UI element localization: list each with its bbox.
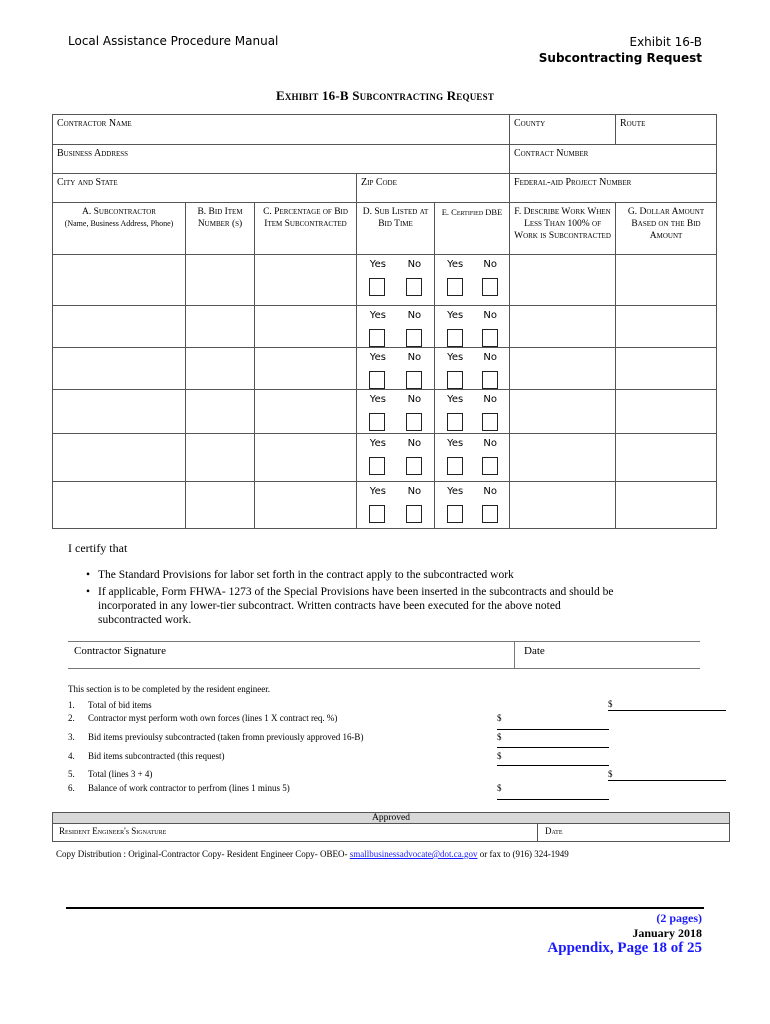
business-address-label: Business Address: [57, 148, 129, 159]
yes-label: Yes: [447, 486, 464, 497]
yes-label: Yes: [447, 259, 464, 270]
federal-aid-field[interactable]: [510, 174, 717, 203]
yes-no-labels: [359, 348, 432, 363]
table-row: [53, 482, 717, 529]
no-checkbox[interactable]: [482, 371, 498, 389]
col-c-cell[interactable]: [255, 434, 357, 482]
federal-aid-label: Federal-aid Project Number: [514, 177, 632, 188]
no-checkbox[interactable]: [482, 329, 498, 347]
col-a-cell[interactable]: [53, 390, 186, 434]
engineer-line-number: 5.: [68, 769, 75, 779]
table-row: [53, 255, 717, 306]
yes-checkbox[interactable]: [447, 278, 463, 296]
yes-label: Yes: [369, 438, 386, 449]
col-e-cell: [435, 306, 510, 348]
engineer-intro: This section is to be completed by the resident engineer.: [68, 684, 270, 694]
no-checkbox[interactable]: [406, 278, 422, 296]
no-label: No: [483, 310, 497, 321]
amount-field[interactable]: [497, 729, 609, 730]
exhibit-name: Subcontracting Request: [538, 51, 702, 65]
col-e-cell: [435, 390, 510, 434]
no-label: No: [483, 486, 497, 497]
no-checkbox[interactable]: [482, 505, 498, 523]
col-c-cell[interactable]: [255, 482, 357, 529]
yes-label: Yes: [447, 394, 464, 405]
contractor-name-field[interactable]: [53, 115, 510, 145]
checkbox-group: [359, 329, 432, 347]
col-b-cell[interactable]: [186, 348, 255, 390]
checkbox-group: [437, 371, 507, 389]
col-e-header: E. Certified DBE: [435, 203, 510, 255]
col-a-cell[interactable]: [53, 434, 186, 482]
col-g-cell[interactable]: [616, 434, 717, 482]
yes-checkbox[interactable]: [369, 457, 385, 475]
table-row: [53, 306, 717, 348]
engineer-line-text: Total (lines 3 + 4): [88, 769, 153, 779]
yes-no-labels: [437, 255, 507, 270]
checkbox-group: [359, 278, 432, 296]
col-a-cell[interactable]: [53, 306, 186, 348]
yes-label: Yes: [369, 486, 386, 497]
col-g-cell[interactable]: [616, 306, 717, 348]
city-state-label: City and State: [57, 177, 118, 188]
engineer-line-number: 2.: [68, 713, 75, 723]
no-checkbox[interactable]: [406, 413, 422, 431]
col-c-header: C. Percentage of Bid Item Subcontracted: [255, 203, 357, 255]
list-item: • The Standard Provisions for labor set forth in the contract apply to the subcontracted work: [86, 568, 626, 582]
route-field[interactable]: [616, 115, 717, 145]
col-g-header: G. Dollar Amount Based on the Bid Amount: [616, 203, 717, 255]
yes-checkbox[interactable]: [369, 371, 385, 389]
col-c-cell[interactable]: [255, 306, 357, 348]
col-e-cell: [435, 482, 510, 529]
revision-date: January 2018: [632, 926, 702, 940]
dollar-sign: $: [608, 769, 613, 779]
county-field[interactable]: [510, 115, 616, 145]
subcontracting-form: [52, 114, 717, 529]
contractor-date-label[interactable]: Date: [524, 645, 545, 657]
city-state-field[interactable]: [53, 174, 357, 203]
col-b-cell[interactable]: [186, 306, 255, 348]
col-f-cell[interactable]: [510, 434, 616, 482]
col-b-cell[interactable]: [186, 255, 255, 306]
footer-divider: [66, 907, 704, 909]
yes-label: Yes: [447, 438, 464, 449]
engineer-line-number: 4.: [68, 751, 75, 761]
yes-no-labels: [437, 482, 507, 497]
exhibit-number: Exhibit 16-B: [629, 35, 702, 49]
col-c-cell[interactable]: [255, 390, 357, 434]
engineer-line-text: Total of bid items: [88, 700, 152, 710]
amount-field[interactable]: [497, 747, 609, 748]
col-d-cell: [357, 390, 435, 434]
checkbox-group: [359, 505, 432, 523]
manual-title: Local Assistance Procedure Manual: [68, 34, 279, 48]
no-checkbox[interactable]: [406, 457, 422, 475]
business-address-field[interactable]: [53, 145, 510, 174]
yes-no-labels: [359, 390, 432, 405]
resident-engineer-date-label[interactable]: Date: [545, 826, 563, 836]
divider: [514, 642, 515, 668]
no-label: No: [483, 438, 497, 449]
checkbox-group: [437, 505, 507, 523]
yes-checkbox[interactable]: [447, 457, 463, 475]
col-f-cell[interactable]: [510, 348, 616, 390]
col-a-subtitle: (Name, Business Address, Phone): [64, 219, 174, 228]
resident-engineer-signature-label[interactable]: Resident Engineer's Signature: [59, 826, 167, 836]
amount-field[interactable]: [608, 710, 726, 711]
yes-label: Yes: [369, 352, 386, 363]
dollar-sign: $: [497, 713, 502, 723]
copy-distribution: [56, 849, 569, 859]
no-checkbox[interactable]: [406, 505, 422, 523]
engineer-line-text: Contractor myst perform woth own forces (lines 1 X contract req. %): [88, 713, 338, 723]
yes-no-labels: [437, 434, 507, 449]
amount-field[interactable]: [608, 780, 726, 781]
engineer-line-number: 3.: [68, 732, 75, 742]
col-b-cell[interactable]: [186, 390, 255, 434]
col-f-cell[interactable]: [510, 306, 616, 348]
engineer-line-text: Bid items subcontracted (this request): [88, 751, 225, 761]
col-f-cell[interactable]: [510, 390, 616, 434]
yes-checkbox[interactable]: [447, 329, 463, 347]
certify-intro: I certify that: [68, 541, 128, 555]
yes-no-labels: [359, 434, 432, 449]
col-d-cell: [357, 306, 435, 348]
checkbox-group: [437, 329, 507, 347]
yes-checkbox[interactable]: [369, 413, 385, 431]
divider: [537, 823, 538, 841]
engineer-line-text: Balance of work contractor to perfrom (lines 1 minus 5): [88, 783, 290, 793]
resident-engineer-row: [52, 823, 730, 842]
col-f-header: F. Describe Work When Less Than 100% of Work is Subcontracted: [510, 203, 616, 255]
col-g-cell[interactable]: [616, 255, 717, 306]
col-a-cell[interactable]: [53, 348, 186, 390]
checkbox-group: [359, 457, 432, 475]
contract-number-field[interactable]: [510, 145, 717, 174]
col-a-header: [53, 203, 186, 255]
engineer-line-text: Bid items previoulsy subcontracted (taken fromn previously approved 16-B): [88, 732, 364, 742]
page-count: (2 pages): [656, 911, 702, 925]
form-title: Exhibit 16-B Subcontracting Request: [275, 88, 495, 103]
engineer-line-number: 6.: [68, 783, 75, 793]
copy-prefix: Copy Distribution : Original-Contractor Copy- Resident Engineer Copy- OBEO-: [56, 849, 350, 859]
col-g-cell[interactable]: [616, 482, 717, 529]
signature-row: [68, 641, 700, 669]
dollar-sign: $: [497, 732, 502, 742]
no-label: No: [407, 486, 422, 497]
col-e-cell: [435, 255, 510, 306]
contract-number-label: Contract Number: [514, 148, 589, 159]
exhibit-header: [539, 34, 702, 66]
no-label: No: [407, 438, 422, 449]
yes-checkbox[interactable]: [447, 371, 463, 389]
yes-checkbox[interactable]: [447, 505, 463, 523]
col-f-cell[interactable]: [510, 255, 616, 306]
col-a-cell[interactable]: [53, 255, 186, 306]
no-checkbox[interactable]: [482, 413, 498, 431]
amount-field[interactable]: [497, 765, 609, 766]
yes-label: Yes: [447, 310, 464, 321]
appendix-page: Appendix, Page 18 of 25: [547, 940, 702, 956]
county-label: County: [514, 118, 546, 129]
col-b-cell[interactable]: [186, 434, 255, 482]
table-row: [53, 390, 717, 434]
table-row: [53, 434, 717, 482]
table-row: [53, 348, 717, 390]
yes-label: Yes: [369, 259, 386, 270]
approved-bar: Approved: [52, 812, 730, 824]
checkbox-group: [359, 413, 432, 431]
yes-no-labels: [437, 306, 507, 321]
col-c-cell[interactable]: [255, 255, 357, 306]
col-d-cell: [357, 482, 435, 529]
yes-no-labels: [359, 306, 432, 321]
no-checkbox[interactable]: [482, 457, 498, 475]
col-d-cell: [357, 255, 435, 306]
col-d-cell: [357, 434, 435, 482]
yes-checkbox[interactable]: [369, 278, 385, 296]
col-f-cell[interactable]: [510, 482, 616, 529]
col-e-cell: [435, 348, 510, 390]
dollar-sign: $: [497, 751, 502, 761]
col-c-cell[interactable]: [255, 348, 357, 390]
no-label: No: [483, 259, 497, 270]
zip-code-label: Zip Code: [361, 177, 397, 188]
col-a-cell[interactable]: [53, 482, 186, 529]
yes-no-labels: [359, 255, 432, 270]
zip-code-field[interactable]: [357, 174, 510, 203]
no-checkbox[interactable]: [482, 278, 498, 296]
checkbox-group: [437, 278, 507, 296]
copy-suffix: or fax to (916) 324-1949: [477, 849, 569, 859]
certify-list: [86, 568, 626, 630]
yes-label: Yes: [447, 352, 464, 363]
no-label: No: [407, 394, 422, 405]
yes-checkbox[interactable]: [369, 329, 385, 347]
yes-no-labels: [359, 482, 432, 497]
checkbox-group: [437, 413, 507, 431]
yes-checkbox[interactable]: [447, 413, 463, 431]
yes-no-labels: [437, 348, 507, 363]
col-d-cell: [357, 348, 435, 390]
col-a-title: A. Subcontractor: [82, 207, 156, 217]
dollar-sign: $: [608, 699, 613, 709]
amount-field[interactable]: [497, 799, 609, 800]
no-label: No: [407, 352, 422, 363]
yes-no-labels: [437, 390, 507, 405]
contractor-name-label: Contractor Name: [57, 118, 132, 129]
col-d-header: D. Sub Listed at Bid Time: [357, 203, 435, 255]
route-label: Route: [620, 118, 646, 129]
checkbox-group: [359, 371, 432, 389]
checkbox-group: [437, 457, 507, 475]
col-g-cell[interactable]: [616, 390, 717, 434]
col-b-cell[interactable]: [186, 482, 255, 529]
dollar-sign: $: [497, 783, 502, 793]
no-checkbox[interactable]: [406, 371, 422, 389]
col-b-header: B. Bid Item Number (s): [186, 203, 255, 255]
no-label: No: [407, 310, 422, 321]
yes-label: Yes: [369, 394, 386, 405]
list-item: • If applicable, Form FHWA- 1273 of the Special Provisions have been inserted in the subcontracts and should be incorporated in any lower-tier subcontract. Written contracts have been executed for the above noted subcontracted work.: [86, 585, 626, 627]
col-e-cell: [435, 434, 510, 482]
no-label: No: [483, 352, 497, 363]
no-label: No: [407, 259, 422, 270]
no-checkbox[interactable]: [406, 329, 422, 347]
col-g-cell[interactable]: [616, 348, 717, 390]
yes-label: Yes: [369, 310, 386, 321]
no-label: No: [483, 394, 497, 405]
contractor-signature-label[interactable]: Contractor Signature: [74, 645, 166, 657]
yes-checkbox[interactable]: [369, 505, 385, 523]
email-link[interactable]: smallbusinessadvocate@dot.ca.gov: [349, 849, 478, 859]
engineer-line-number: 1.: [68, 700, 75, 710]
